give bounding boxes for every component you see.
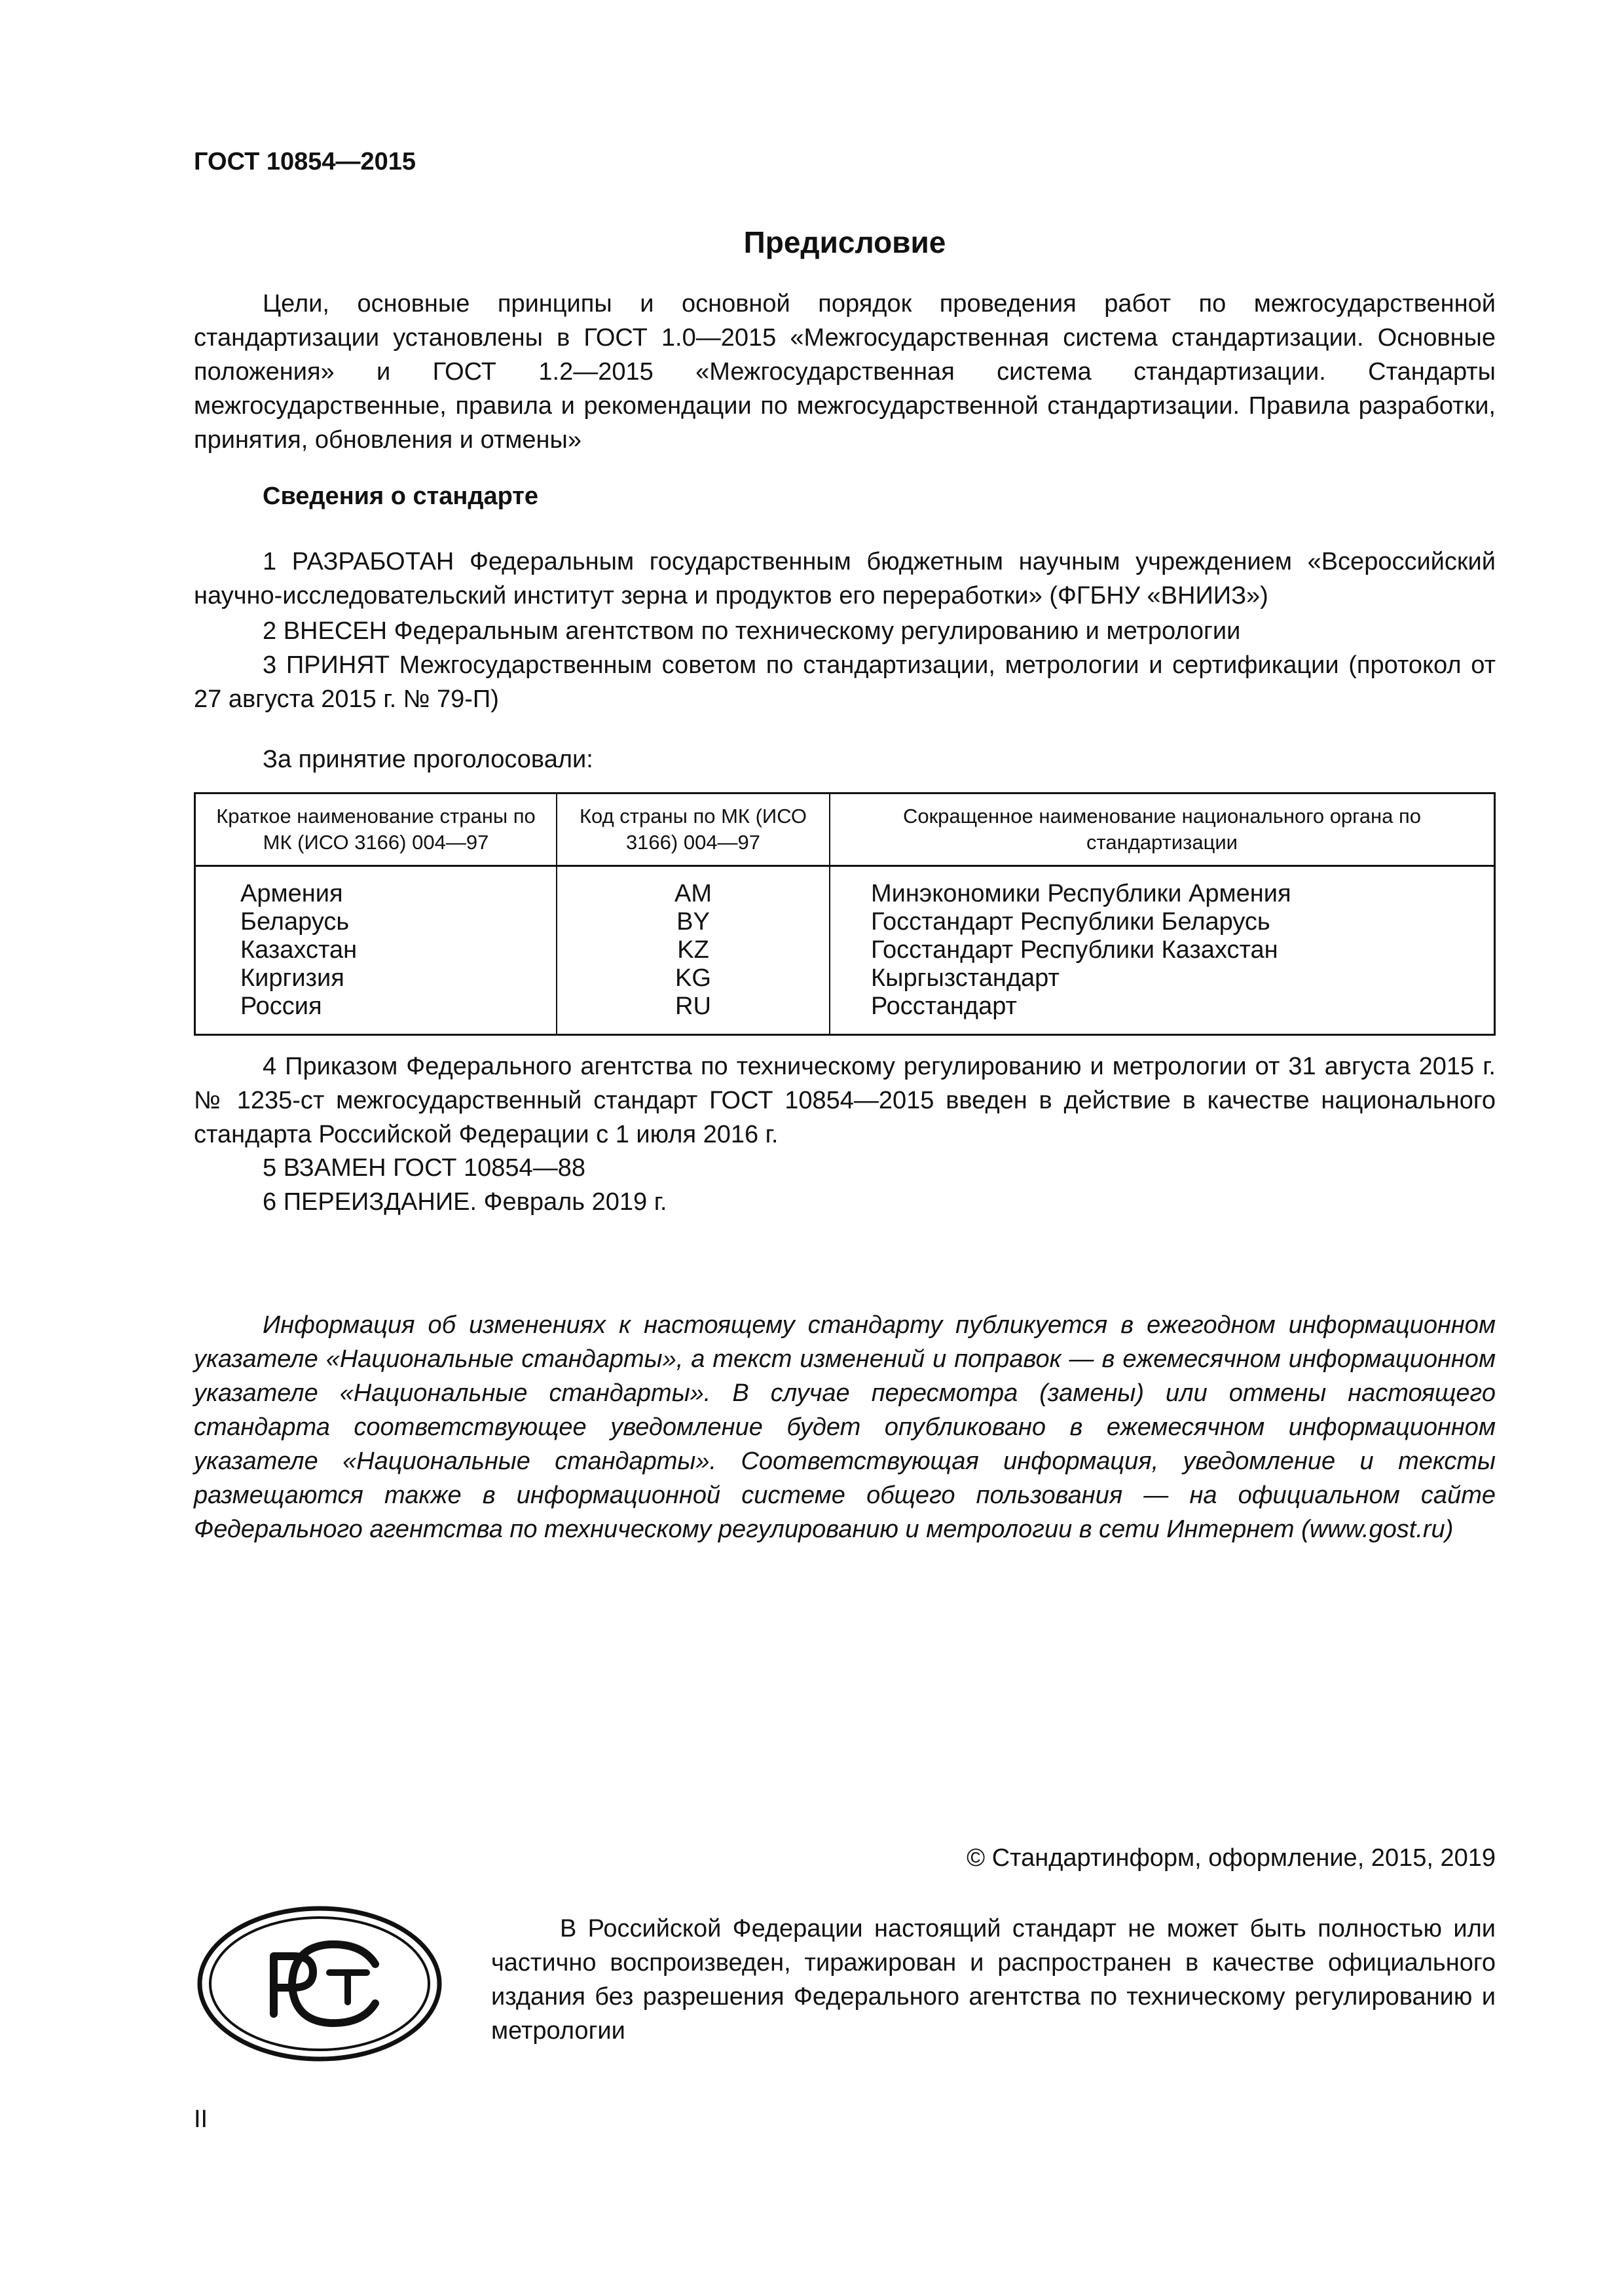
organization-cell: Росстандарт xyxy=(830,993,1495,1035)
column-header-country: Краткое наименование страны по МК (ИСО 3166) 004—97 xyxy=(195,793,557,866)
country-cell: Россия xyxy=(195,993,557,1035)
column-header-code: Код страны по МК (ИСО 3166) 004—97 xyxy=(557,793,830,866)
item-adopted: 3 ПРИНЯТ Межгосударственным советом по стандартизации, метрологии и сертификации (протокол от 27 августа 2015 г. № 79-П) xyxy=(194,651,1496,713)
table-row xyxy=(195,993,1495,1035)
copyright-notice: © Стандартинформ, оформление, 2015, 2019 xyxy=(967,1844,1496,1872)
organization-cell: Кыргызстандарт xyxy=(830,964,1495,993)
rst-certification-mark-icon xyxy=(195,1904,444,2064)
item-replaces: 5 ВЗАМЕН ГОСТ 10854—88 xyxy=(263,1154,585,1182)
voted-label: За принятие проголосовали: xyxy=(263,746,593,773)
item-developed: 1 РАЗРАБОТАН Федеральным государственным бюджетным научным учреждением «Всероссийский научно-исследовательский институт зерна и продуктов его переработки» (ФГБНУ «ВНИИЗ») xyxy=(194,548,1496,610)
table-header-row xyxy=(195,793,1495,866)
page-title: Предисловие xyxy=(743,225,946,259)
country-cell: Киргизия xyxy=(195,964,557,993)
table-row xyxy=(195,908,1495,936)
changes-info-note: Информация об изменениях к настоящему стандарту публикуется в ежегодном информационном указателе «Национальные стандарты», а текст изменений и поправок — в ежемесячном информационном указателе «Национальные стандарты». В случае пересмотра (замены) или отмены настоящего стандарта соответствующее уведомление будет опубликовано в ежемесячном информационном указателе «Национальные стандарты». Соответствующая информация, уведомление и тексты размещаются также в информационной системе общего пользования — на официальном сайте Федерального агентства по техническому регулированию и метрологии в сети Интернет (www.gost.ru) xyxy=(194,1311,1496,1543)
country-cell: Беларусь xyxy=(195,908,557,936)
code-cell: AM xyxy=(557,866,830,909)
code-cell: BY xyxy=(557,908,830,936)
rights-notice: В Российской Федерации настоящий стандарт не может быть полностью или частично воспроизведен, тиражирован и распространен в качестве официального издания без разрешения Федерального агентства по техническому регулированию и метрологии xyxy=(491,1915,1496,2045)
country-cell: Казахстан xyxy=(195,936,557,964)
organization-cell: Госстандарт Республики Беларусь xyxy=(830,908,1495,936)
table-row xyxy=(195,866,1495,909)
table-row xyxy=(195,936,1495,964)
item-enactment: 4 Приказом Федерального агентства по техническому регулированию и метрологии от 31 августа 2015 г. № 1235-ст межгосударственный стандарт ГОСТ 10854—2015 введен в действие в качестве национального стандарта Российской Федерации с 1 июля 2016 г. xyxy=(194,1053,1496,1148)
code-cell: KZ xyxy=(557,936,830,964)
page-number: II xyxy=(194,2105,208,2133)
document-id: ГОСТ 10854—2015 xyxy=(194,148,416,175)
code-cell: RU xyxy=(557,993,830,1035)
organization-cell: Госстандарт Республики Казахстан xyxy=(830,936,1495,964)
code-cell: KG xyxy=(557,964,830,993)
organization-cell: Минэкономики Республики Армения xyxy=(830,866,1495,909)
country-cell: Армения xyxy=(195,866,557,909)
section-heading: Сведения о стандарте xyxy=(263,483,539,510)
intro-paragraph: Цели, основные принципы и основной порядок проведения работ по межгосударственной стандартизации установлены в ГОСТ 1.0—2015 «Межгосударственная система стандартизации. Основные положения» и ГОСТ 1.2—2015 «Межгосударственная система стандартизации. Стандарты межгосударственные, правила и рекомендации по межгосударственной стандартизации. Правила разработки, принятия, обновления и отмены» xyxy=(194,290,1496,454)
table-row xyxy=(195,964,1495,993)
voting-table xyxy=(194,792,1496,1036)
item-submitted: 2 ВНЕСЕН Федеральным агентством по техническому регулированию и метрологии xyxy=(263,617,1241,645)
item-reissue: 6 ПЕРЕИЗДАНИЕ. Февраль 2019 г. xyxy=(263,1188,667,1216)
column-header-organization: Сокращенное наименование национального органа по стандартизации xyxy=(830,793,1495,866)
